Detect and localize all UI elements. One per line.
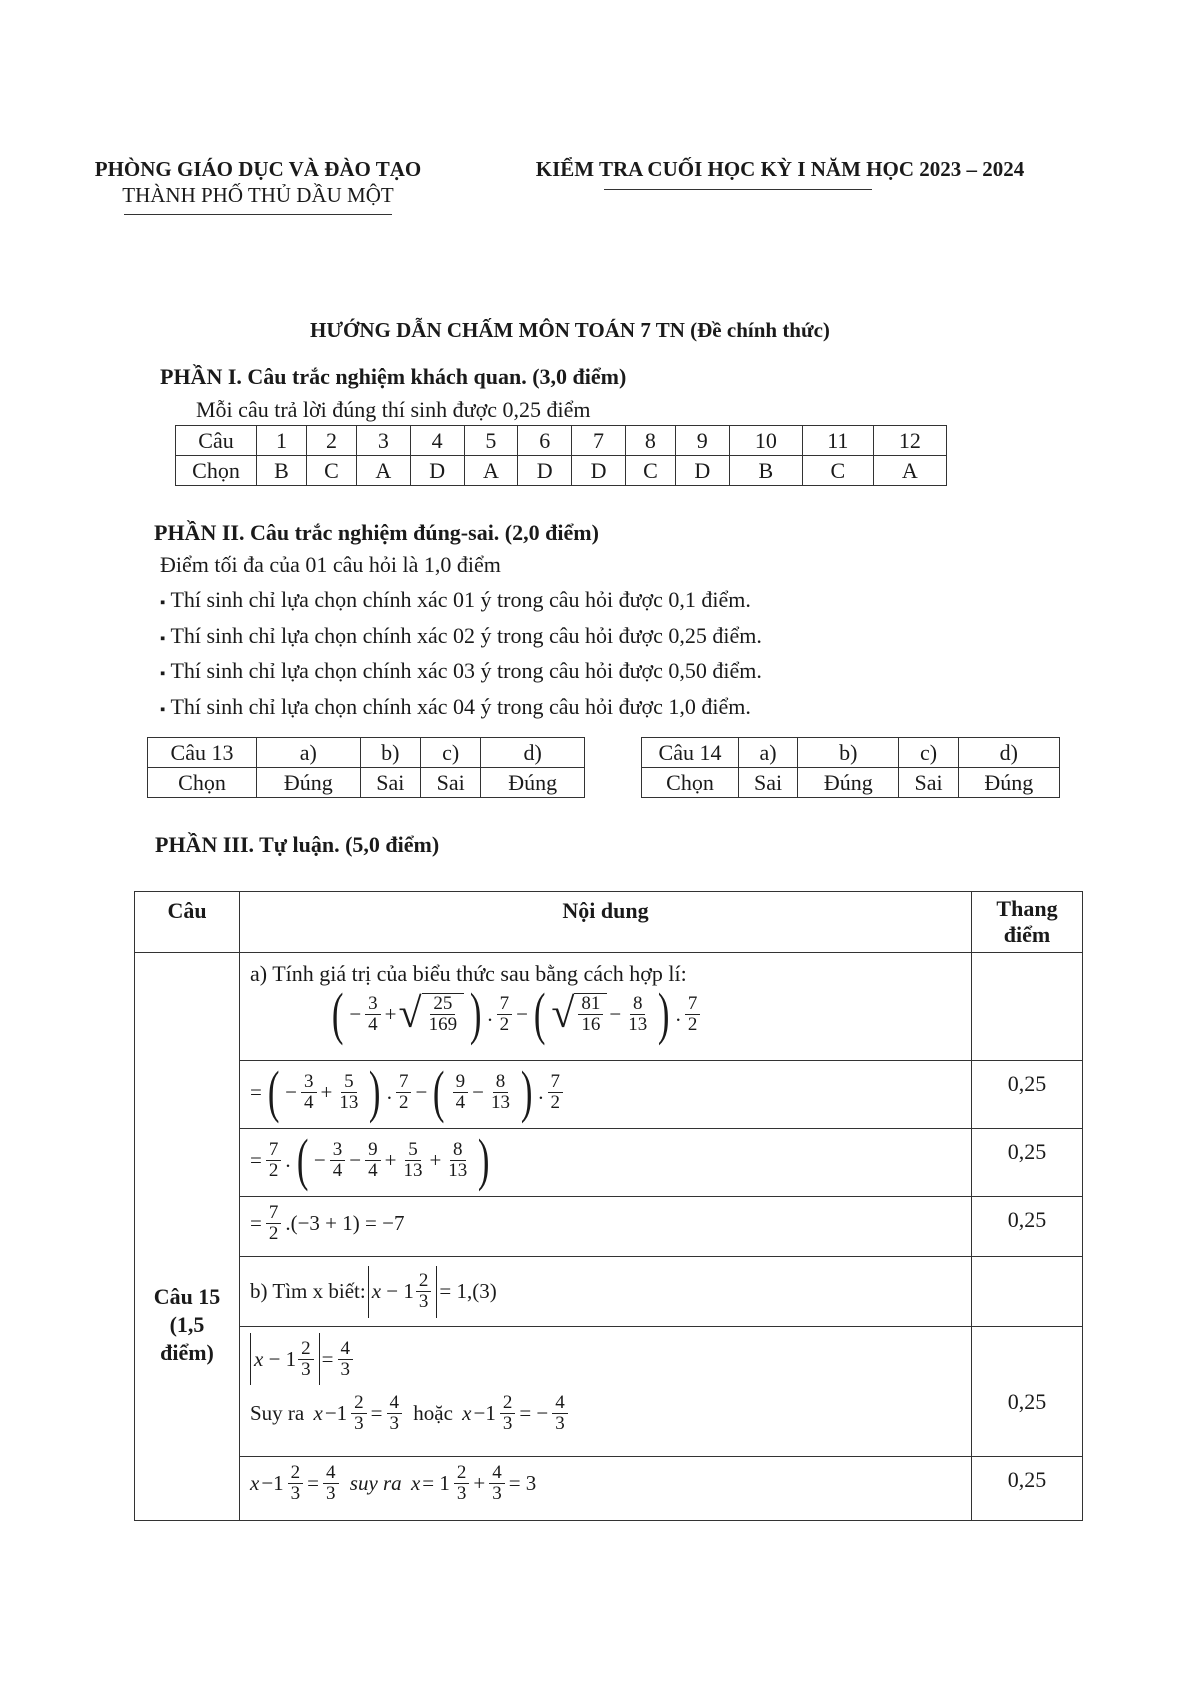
row-b-step1-content [240, 1327, 972, 1457]
header-left-underline [124, 214, 392, 215]
bullet-item [160, 620, 762, 656]
row-step2-score: 0,25 [972, 1129, 1083, 1197]
q-3: 3 [356, 426, 410, 456]
q13-label: Câu 13 [148, 738, 257, 768]
ans-10: B [729, 456, 802, 486]
row-b-content [240, 1257, 972, 1327]
doc-title: HƯỚNG DẪN CHẤM MÔN TOÁN 7 TN (Đề chính thức) [310, 318, 830, 342]
q14-ans-d: Đúng [958, 768, 1059, 798]
col-header-noidung: Nội dung [240, 892, 972, 953]
ans-8: C [625, 456, 675, 486]
exam-title: KIỂM TRA CUỐI HỌC KỲ I NĂM HỌC 2023 – 2024 [535, 157, 1025, 181]
q15-label-cell [135, 953, 240, 1521]
q13-opt-b: b) [360, 738, 420, 768]
part1-note: Mỗi câu trả lời đúng thí sinh được 0,25 điểm [196, 397, 591, 422]
row-b-step2-content [240, 1457, 972, 1521]
city-name: THÀNH PHỐ THỦ DẦU MỘT [122, 183, 394, 207]
q13-opt-c: c) [420, 738, 480, 768]
step2-expression: = $\frac{7}{2}$ . ( − $\frac{3}{4}$ − $\frac{9}{4}$ + $\frac{5}{13}$ + $\frac{8}{13}$ ) [250, 1127, 490, 1192]
q14-table [641, 737, 1060, 798]
q-2: 2 [306, 426, 356, 456]
ans-12: A [873, 456, 946, 486]
bullet-item [160, 655, 762, 691]
ans-11: C [802, 456, 873, 486]
q14-label: Câu 14 [642, 738, 739, 768]
row-a-score [972, 953, 1083, 1061]
ans-1: B [257, 456, 307, 486]
q14-chon: Chọn [642, 768, 739, 798]
ans-4: D [410, 456, 464, 486]
q14-opt-a: a) [739, 738, 798, 768]
q13-chon: Chọn [148, 768, 257, 798]
part3-table [134, 891, 1083, 1521]
row-b-step2-score: 0,25 [972, 1457, 1083, 1521]
hoac-label: hoặc [413, 1401, 453, 1425]
q13-ans-a: Đúng [257, 768, 361, 798]
part2-note: Điểm tối đa của 01 câu hỏi là 1,0 điểm [160, 552, 501, 577]
q-12: 12 [873, 426, 946, 456]
q14-ans-c: Sai [899, 768, 958, 798]
part2-title: PHẦN II. Câu trắc nghiệm đúng-sai. (2,0 điểm) [154, 520, 599, 545]
ans-6: D [518, 456, 572, 486]
header-left [68, 156, 448, 208]
col-header-thang-line1: Thang [996, 896, 1058, 921]
row-a-content [240, 953, 972, 1061]
q-11: 11 [802, 426, 873, 456]
part3-title: PHẦN III. Tự luận. (5,0 điểm) [155, 832, 440, 857]
q-8: 8 [625, 426, 675, 456]
q14-ans-a: Sai [739, 768, 798, 798]
b-question: b) Tìm x biết: x − 1 $\frac{2}{3}$ = 1,(3) [250, 1266, 961, 1318]
bullet-mark: ▪ [160, 666, 166, 682]
bullet-text: Thí sinh chỉ lựa chọn chính xác 04 ý trong câu hỏi được 1,0 điểm. [170, 693, 751, 719]
row-b-score [972, 1257, 1083, 1327]
q-10: 10 [729, 426, 802, 456]
header-right-underline [604, 189, 872, 190]
ans-3: A [356, 456, 410, 486]
b-step1-abs: x − 1 $\frac{2}{3}$ = $\frac{4}{3}$ [250, 1333, 961, 1385]
q15-label: Câu 15 [153, 1284, 221, 1309]
table-header-chon: Chọn [176, 456, 257, 486]
bullet-item [160, 584, 762, 620]
q13-table [147, 737, 585, 798]
suy-ra-label: Suy ra [250, 1401, 305, 1425]
b-step1-cases: Suy ra x −1 $\frac{2}{3}$ = $\frac{4}{3}$ hoặc x −1 $\frac{2}{3}$ = − $\frac{4}{3}$ [250, 1393, 961, 1434]
bullet-mark: ▪ [160, 701, 166, 718]
part2-bullets [160, 584, 762, 726]
step1-expression: = ( − $\frac{3}{4}$ + $\frac{5}{13}$ ) . $\frac{7}{2}$ − ( $\frac{9}{4}$ − $\frac{8}{13}$ ) . $\frac{7}{2}$ [250, 1067, 961, 1117]
bullet-item [160, 691, 762, 727]
q13-ans-d: Đúng [481, 768, 585, 798]
ans-2: C [306, 456, 356, 486]
bullet-text: Thí sinh chỉ lựa chọn chính xác 02 ý trong câu hỏi được 0,25 điểm. [170, 622, 762, 648]
q13-ans-c: Sai [420, 768, 480, 798]
q14-opt-c: c) [899, 738, 958, 768]
ans-5: A [464, 456, 518, 486]
q-9: 9 [675, 426, 729, 456]
row-step1-score: 0,25 [972, 1061, 1083, 1129]
row-step2-content [240, 1129, 972, 1197]
part1-title: PHẦN I. Câu trắc nghiệm khách quan. (3,0 điểm) [160, 364, 627, 389]
table-header-cau: Câu [176, 426, 257, 456]
bullet-mark: ▪ [160, 595, 166, 611]
q14-opt-d: d) [958, 738, 1059, 768]
q-4: 4 [410, 426, 464, 456]
row-step3-score: 0,25 [972, 1197, 1083, 1257]
b-question-text: b) Tìm x biết: [250, 1279, 366, 1303]
q-6: 6 [518, 426, 572, 456]
q13-ans-b: Sai [360, 768, 420, 798]
q-7: 7 [572, 426, 626, 456]
q-1: 1 [257, 426, 307, 456]
bullet-text: Thí sinh chỉ lựa chọn chính xác 01 ý trong câu hỏi được 0,1 điểm. [170, 587, 751, 612]
col-header-thang-line2: điểm [1003, 922, 1051, 947]
suy-ra-italic: suy ra [349, 1471, 402, 1495]
q13-opt-d: d) [481, 738, 585, 768]
q15-points-2: điểm) [160, 1340, 214, 1365]
a-question-text: a) Tính giá trị của biểu thức sau bằng cách hợp lí: [250, 961, 687, 986]
q15-points-1: (1,5 [169, 1312, 205, 1337]
b-step2-expression: x −1 $\frac{2}{3}$ = $\frac{4}{3}$ suy ra x = 1 $\frac{2}{3}$ + $\frac{4}{3}$ = 3 [250, 1462, 537, 1504]
department-name: PHÒNG GIÁO DỤC VÀ ĐÀO TẠO [94, 157, 422, 181]
part1-answer-table [175, 425, 947, 486]
col-header-cau: Câu [135, 892, 240, 953]
q14-opt-b: b) [798, 738, 899, 768]
ans-9: D [675, 456, 729, 486]
bullet-text: Thí sinh chỉ lựa chọn chính xác 03 ý trong câu hỏi được 0,50 điểm. [170, 658, 762, 683]
ans-7: D [572, 456, 626, 486]
col-header-thang [972, 892, 1083, 953]
row-step1-content [240, 1061, 972, 1129]
q-5: 5 [464, 426, 518, 456]
q14-ans-b: Đúng [798, 768, 899, 798]
row-b-step1-score: 0,25 [972, 1327, 1083, 1457]
a-expression: ( − $\frac{3}{4}$ + √ $\frac{25}{169}$ ) . $\frac{7}{2}$ − ( √ $\frac{81}{16}$ − $\frac{8}{13}$ ) . $\frac{7}{2}$ [328, 989, 961, 1039]
q13-opt-a: a) [257, 738, 361, 768]
row-step3-content [240, 1197, 972, 1257]
bullet-mark: ▪ [160, 630, 166, 647]
step3-expression: = $\frac{7}{2}$ .(−3 + 1) = −7 [250, 1202, 405, 1244]
